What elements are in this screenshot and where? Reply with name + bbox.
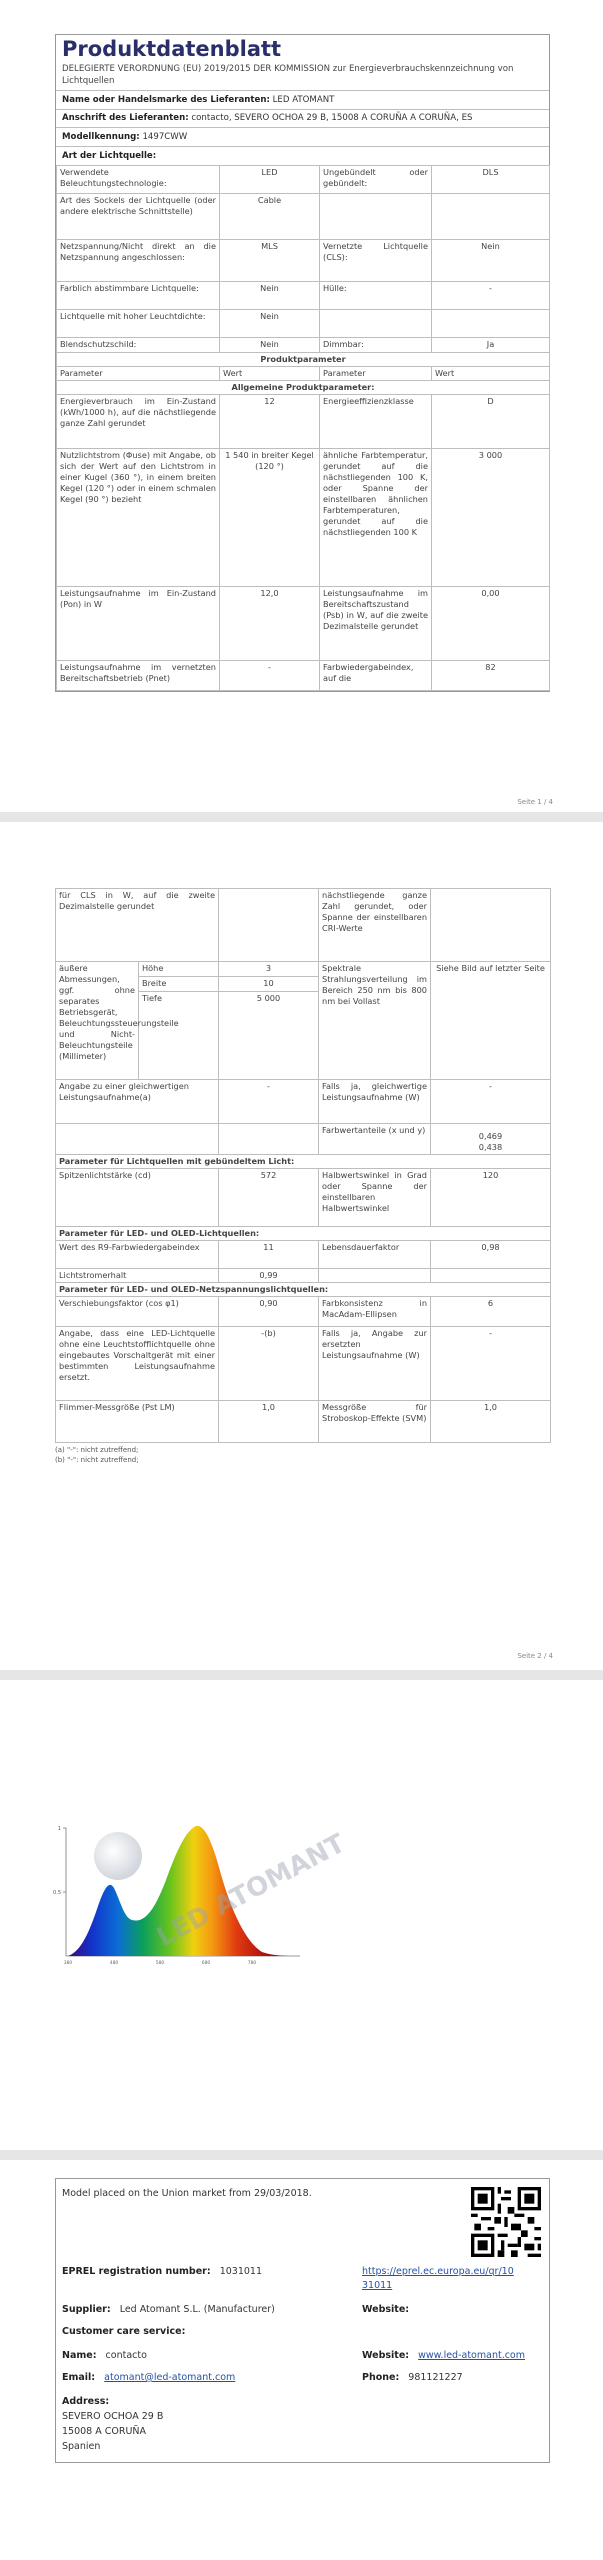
- table-row: [56, 1080, 551, 1124]
- footnote-a: (a) "-": nicht zutreffend;: [55, 1446, 139, 1454]
- param-cell: Halbwertswinkel in Grad oder Spanne der einstellbaren Halbwertswinkel: [319, 1169, 431, 1227]
- param-cell: -: [219, 1080, 319, 1124]
- datasheet-frame: [55, 888, 550, 1464]
- param-cell: Lichtstromerhalt: [56, 1269, 219, 1283]
- table-row: [57, 367, 550, 381]
- param-cell: [431, 889, 551, 962]
- table-row: [56, 962, 551, 977]
- eprel-url-line-2: 31011: [362, 2280, 393, 2291]
- supplier-label: Supplier:: [62, 2304, 111, 2315]
- param-cell: 0,98: [431, 1241, 551, 1269]
- model-value: 1497CWW: [142, 132, 188, 142]
- type-cell: Art des Sockels der Lichtquelle (oder andere elektrische Schnittstelle): [57, 194, 220, 240]
- param-cell: 3 000: [432, 449, 550, 587]
- col-header-value: Wert: [220, 367, 320, 381]
- email-link[interactable]: atomant@led-atomant.com: [104, 2372, 236, 2383]
- type-cell: Verwendete Beleuchtungstechnologie:: [57, 166, 220, 194]
- dim-name: Tiefe: [139, 992, 219, 1080]
- type-cell: [432, 310, 550, 338]
- params-table-cont: [55, 888, 551, 1443]
- param-cell: Wert des R9-Farbwiedergabeindex: [56, 1241, 219, 1269]
- table-row: [57, 310, 550, 338]
- phone-row: [362, 2371, 463, 2385]
- table-row: [56, 889, 551, 962]
- param-cell: für CLS in W, auf die zweite Dezimalstelle gerundet: [56, 889, 219, 962]
- param-cell: 572: [219, 1169, 319, 1227]
- spectrum-chart: [0, 1680, 603, 2150]
- param-cell: [56, 1124, 219, 1155]
- type-cell: Vernetzte Lichtquelle (CLS):: [320, 240, 432, 282]
- chroma-x: 0,469: [478, 1131, 503, 1141]
- spectral-label: Spektrale Strahlungsverteilung im Bereich 250 nm bis 800 nm bei Vollast: [319, 962, 431, 1080]
- spectral-value: Siehe Bild auf letzter Seite: [431, 962, 551, 1080]
- param-cell: Nutzlichtstrom (Φuse) mit Angabe, ob sich der Wert auf den Lichtstrom in einer Kugel (360 °), in einem breiten Kegel (120 °) oder in einem schmalen Kegel (90 °) bezieht: [57, 449, 220, 587]
- type-cell: [320, 310, 432, 338]
- address-value: contacto, SEVERO OCHOA 29 B, 15008 A CORUÑA A CORUÑA, ES: [191, 113, 473, 123]
- x-tick-label: 580: [155, 1961, 165, 1966]
- x-tick-label: 780: [247, 1961, 257, 1966]
- page-2: [0, 822, 603, 1670]
- website2-label: Website:: [362, 2350, 410, 2361]
- type-cell: Farblich abstimmbare Lichtquelle:: [57, 282, 220, 310]
- param-cell: 12,0: [220, 587, 320, 661]
- eprel-number: 1031011: [219, 2266, 262, 2277]
- eprel-url-line-1: https://eprel.ec.europa.eu/qr/10: [362, 2266, 514, 2277]
- param-cell: 1,0: [431, 1401, 551, 1443]
- param-cell: Verschiebungsfaktor (cos φ1): [56, 1297, 219, 1327]
- y-tick-label: 1: [57, 1826, 61, 1832]
- address-line: Spanien: [62, 2441, 101, 2452]
- table-row: [56, 1169, 551, 1227]
- param-cell: Messgröße für Stroboskop-Effekte (SVM): [319, 1401, 431, 1443]
- address-line: SEVERO OCHOA 29 B: [62, 2411, 164, 2422]
- dim-name: Breite: [139, 977, 219, 992]
- eprel-link[interactable]: [362, 2265, 514, 2293]
- eprel-frame: [55, 2178, 550, 2463]
- table-row: [56, 1227, 551, 1241]
- param-cell: 0,90: [219, 1297, 319, 1327]
- param-cell: Energieverbrauch im Ein-Zustand (kWh/1000 h), auf die nächstliegende ganze Zahl gerundet: [57, 395, 220, 449]
- name-value: contacto: [105, 2350, 147, 2361]
- table-row: [57, 194, 550, 240]
- param-cell: Farbwiedergabeindex, auf die: [320, 661, 432, 691]
- param-cell: -(b): [219, 1327, 319, 1401]
- param-cell: Leistungsaufnahme im Bereitschaftszustand (Psb) in W, auf die zweite Dezimalstelle gerundet: [320, 587, 432, 661]
- table-row: [57, 353, 550, 367]
- y-tick-label: 0.5: [53, 1890, 61, 1896]
- chroma-y: 0,438: [478, 1142, 503, 1152]
- eprel-row: [62, 2265, 262, 2279]
- care-label: Customer care service:: [62, 2326, 186, 2337]
- bulb-icon: [94, 1832, 142, 1880]
- x-ticks: [64, 1960, 257, 1966]
- type-cell: Lichtquelle mit hoher Leuchtdichte:: [57, 310, 220, 338]
- website-label: Website:: [362, 2304, 410, 2315]
- type-cell: Nein: [220, 282, 320, 310]
- col-header-value: Wert: [432, 367, 550, 381]
- email-row: [62, 2371, 235, 2385]
- phone-label: Phone:: [362, 2372, 400, 2383]
- param-cell: Farbwertanteile (x und y): [319, 1124, 431, 1155]
- regulation-text: DELEGIERTE VERORDNUNG (EU) 2019/2015 DER KOMMISSION zur Energieverbrauchskennzeichnung von Lichtquellen: [56, 61, 549, 91]
- param-cell: D: [432, 395, 550, 449]
- type-table: [56, 165, 550, 691]
- dim-value: 10: [219, 977, 319, 992]
- table-row: [57, 395, 550, 449]
- type-cell: Nein: [432, 240, 550, 282]
- model-row: [56, 128, 549, 147]
- table-row: [56, 1401, 551, 1443]
- supplier-value: Led Atomant S.L. (Manufacturer): [119, 2304, 275, 2315]
- param-cell: nächstliegende ganze Zahl gerundet, oder Spanne der einstellbaren CRI-Werte: [319, 889, 431, 962]
- type-cell: MLS: [220, 240, 320, 282]
- phone-value: 981121227: [408, 2372, 463, 2383]
- led-header: Parameter für LED- und OLED-Lichtquellen:: [56, 1227, 551, 1241]
- table-row: [56, 1327, 551, 1401]
- type-cell: Hülle:: [320, 282, 432, 310]
- param-cell: Angabe zu einer gleichwertigen Leistungsaufnahme(a): [56, 1080, 219, 1124]
- table-row: [57, 449, 550, 587]
- param-cell: Leistungsaufnahme im Ein-Zustand (Pon) in W: [57, 587, 220, 661]
- param-cell: 6: [431, 1297, 551, 1327]
- param-cell: -: [431, 1080, 551, 1124]
- directional-header: Parameter für Lichtquellen mit gebündeltem Licht:: [56, 1155, 551, 1169]
- model-label: Modellkennung:: [62, 132, 140, 142]
- watermark-logo: LED ATOMANT: [152, 1828, 351, 1953]
- type-cell: Dimmbar:: [320, 338, 432, 353]
- type-cell: Blendschutzschild:: [57, 338, 220, 353]
- table-row: [56, 1241, 551, 1269]
- type-cell: [432, 194, 550, 240]
- page-number: Seite 1 / 4: [517, 798, 553, 806]
- param-cell: -: [431, 1327, 551, 1401]
- table-row: [56, 1155, 551, 1169]
- param-cell: 1,0: [219, 1401, 319, 1443]
- mains-header: Parameter für LED- und OLED-Netzspannungslichtquellen:: [56, 1283, 551, 1297]
- table-row: [57, 166, 550, 194]
- type-cell: -: [432, 282, 550, 310]
- param-cell: 120: [431, 1169, 551, 1227]
- page-1: [0, 0, 603, 812]
- name-row: [62, 2349, 147, 2363]
- col-header-param: Parameter: [320, 367, 432, 381]
- page-3: [0, 1680, 603, 2150]
- param-cell: [219, 1124, 319, 1155]
- website-row: [362, 2349, 525, 2363]
- type-cell: Netzspannung/Nicht direkt an die Netzspannung angeschlossen:: [57, 240, 220, 282]
- param-cell: ähnliche Farbtemperatur, gerundet auf die nächstliegenden 100 K, oder Spanne der einstellbaren ähnlichen Farbtemperaturen, gerundet auf die nächstliegenden 100 K: [320, 449, 432, 587]
- table-row: [56, 1297, 551, 1327]
- x-tick-label: 680: [201, 1961, 211, 1966]
- param-cell: 0,00: [432, 587, 550, 661]
- param-cell: Flimmer-Messgröße (Pst LM): [56, 1401, 219, 1443]
- address-line: 15008 A CORUÑA: [62, 2426, 147, 2437]
- param-cell: 1 540 in breiter Kegel (120 °): [220, 449, 320, 587]
- x-tick-label: 480: [109, 1961, 119, 1966]
- param-cell: Farbkonsistenz in MacAdam-Ellipsen: [319, 1297, 431, 1327]
- type-cell: Cable: [220, 194, 320, 240]
- type-cell: LED: [220, 166, 320, 194]
- type-cell: DLS: [432, 166, 550, 194]
- table-row: [57, 587, 550, 661]
- param-cell: Lebensdauerfaktor: [319, 1241, 431, 1269]
- address-row: [56, 110, 549, 128]
- type-cell: [320, 194, 432, 240]
- param-cell: 12: [220, 395, 320, 449]
- general-header: Allgemeine Produktparameter:: [57, 381, 550, 395]
- dims-label: äußere Abmessungen, ggf. ohne separates Betriebsgerät, Beleuchtungssteuerungsteile und Nicht-Beleuchtungsteile (Millimeter): [56, 962, 139, 1080]
- supplier-row: [62, 2303, 275, 2317]
- table-row: [56, 1269, 551, 1283]
- page-title: Produktdatenblatt: [62, 37, 282, 61]
- table-row: [57, 661, 550, 691]
- market-date: Model placed on the Union market from 29/03/2018.: [62, 2188, 312, 2199]
- param-cell: 11: [219, 1241, 319, 1269]
- address-label: Anschrift des Lieferanten:: [62, 113, 189, 123]
- type-cell: Ungebündelt oder gebündelt:: [320, 166, 432, 194]
- supplier-value: LED ATOMANT: [272, 95, 335, 105]
- dim-value: 5 000: [219, 992, 319, 1080]
- param-cell: 0,99: [219, 1269, 319, 1283]
- param-cell: Spitzenlichtstärke (cd): [56, 1169, 219, 1227]
- type-cell: Ja: [432, 338, 550, 353]
- footnote-b: (b) "-": nicht zutreffend;: [55, 1456, 139, 1464]
- type-cell: Nein: [220, 338, 320, 353]
- param-cell: -: [220, 661, 320, 691]
- x-tick-label: 380: [63, 1961, 73, 1966]
- dim-value: 3: [219, 962, 319, 977]
- website-link[interactable]: www.led-atomant.com: [418, 2350, 525, 2361]
- param-cell: Leistungsaufnahme im vernetzten Bereitschaftsbetrieb (Pnet): [57, 661, 220, 691]
- dim-name: Höhe: [139, 962, 219, 977]
- table-row: [57, 240, 550, 282]
- param-cell: 82: [432, 661, 550, 691]
- table-row: [57, 282, 550, 310]
- param-cell: [319, 1269, 431, 1283]
- address-label: Address:: [62, 2396, 110, 2407]
- col-header-param: Parameter: [57, 367, 220, 381]
- page-number: Seite 2 / 4: [517, 1652, 553, 1660]
- supplier-row: [56, 91, 549, 110]
- name-label: Name:: [62, 2350, 97, 2361]
- param-cell: Angabe, dass eine LED-Lichtquelle ohne eine Leuchtstofflichtquelle ohne eingebautes Vorschaltgerät mit einer bestimmten Leistungsaufnahme ersetzt.: [56, 1327, 219, 1401]
- table-row: [57, 338, 550, 353]
- type-cell: Nein: [220, 310, 320, 338]
- eprel-label: EPREL registration number:: [62, 2266, 211, 2277]
- supplier-label: Name oder Handelsmarke des Lieferanten:: [62, 95, 270, 105]
- datasheet-frame: [55, 34, 550, 692]
- param-cell: Falls ja, Angabe zur ersetzten Leistungsaufnahme (W): [319, 1327, 431, 1401]
- type-header: Art der Lichtquelle:: [62, 151, 157, 161]
- qr-code-icon: [471, 2187, 541, 2257]
- params-header: Produktparameter: [57, 353, 550, 367]
- email-label: Email:: [62, 2372, 96, 2383]
- table-row: [56, 1124, 551, 1155]
- param-cell: Falls ja, gleichwertige Leistungsaufnahme (W): [319, 1080, 431, 1124]
- param-cell: [431, 1269, 551, 1283]
- page-4: [0, 2160, 603, 2560]
- table-row: [56, 1283, 551, 1297]
- param-cell: Energieeffizienzklasse: [320, 395, 432, 449]
- param-cell: [431, 1124, 551, 1155]
- table-row: [57, 381, 550, 395]
- param-cell: [219, 889, 319, 962]
